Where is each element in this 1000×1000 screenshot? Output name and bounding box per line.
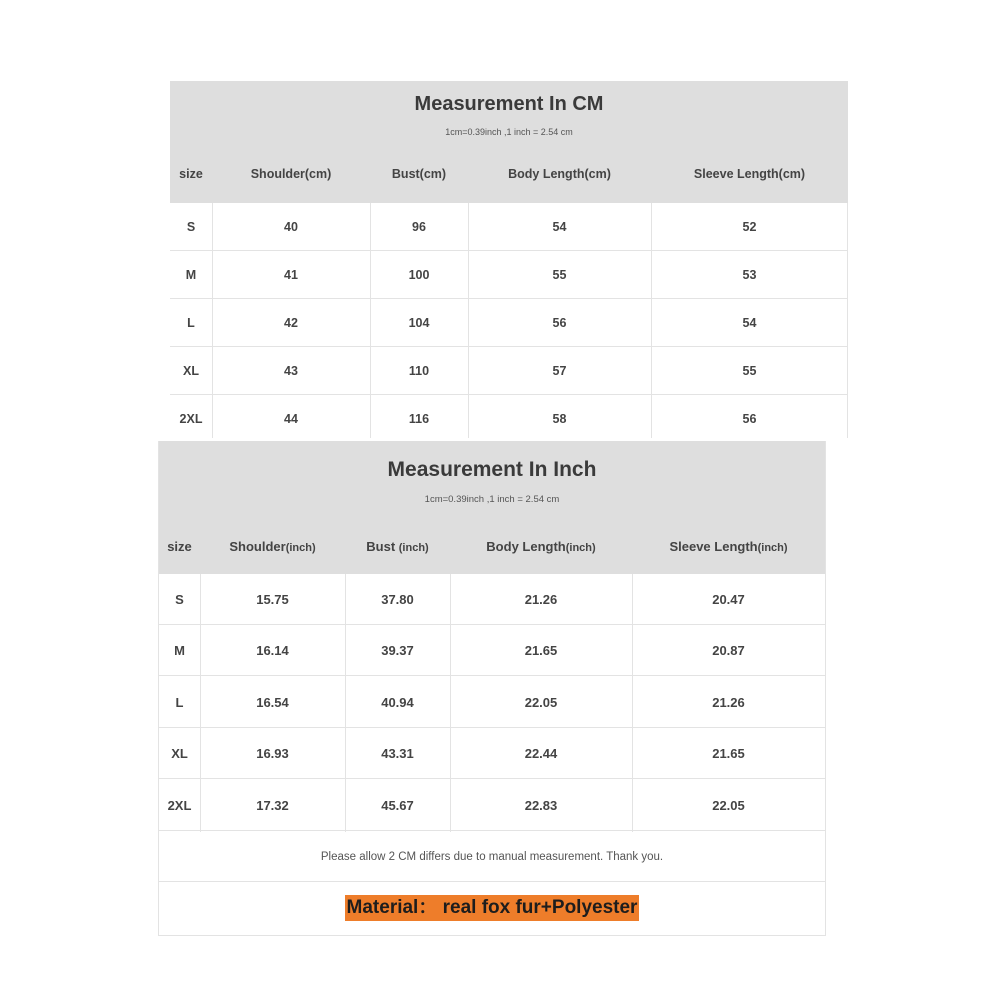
cm-col-size: size [179, 167, 203, 181]
bust-cell: 110 [408, 364, 430, 378]
shoulder-cell: 40 [284, 220, 298, 234]
sleeve-length-cell: 20.87 [712, 643, 745, 658]
table-row [159, 574, 825, 625]
shoulder-cell: 44 [284, 412, 298, 426]
size-cell: S [175, 592, 184, 607]
inch-conversion-note: 1cm=0.39inch ,1 inch = 2.54 cm [424, 494, 560, 505]
size-cell: L [175, 695, 184, 710]
body-length-cell: 57 [552, 364, 567, 378]
sleeve-length-cell: 52 [742, 220, 757, 234]
inch-column-headers [159, 539, 825, 561]
bust-cell: 116 [408, 412, 430, 426]
bust-cell: 104 [408, 316, 430, 330]
size-cell: 2XL [179, 412, 203, 426]
shoulder-cell: 17.32 [256, 798, 289, 813]
size-cell: XL [171, 746, 188, 761]
inch-col-sleeve-length [632, 539, 825, 554]
inch-col-sleeve-length-label: Sleeve Length [669, 539, 758, 554]
size-cell: L [187, 316, 195, 330]
inch-col-shoulder-unit: (inch) [285, 542, 316, 554]
cm-col-sleeve-length: Sleeve Length(cm) [693, 167, 806, 181]
body-length-cell: 56 [552, 316, 567, 330]
table-row [170, 251, 848, 299]
body-length-cell: 54 [552, 220, 567, 234]
inch-col-bust-label: Bust [366, 539, 399, 554]
shoulder-cell: 43 [284, 364, 298, 378]
table-row [170, 299, 848, 347]
sleeve-length-cell: 21.26 [712, 695, 745, 710]
body-length-cell: 21.26 [524, 592, 558, 607]
inch-col-bust-unit: (inch) [398, 542, 429, 554]
inch-table-header [159, 441, 825, 574]
sleeve-length-cell: 55 [742, 364, 757, 378]
shoulder-cell: 16.14 [256, 643, 289, 658]
table-row [170, 347, 848, 395]
bust-cell: 96 [412, 220, 426, 234]
inch-col-size [159, 539, 200, 554]
body-length-cell: 58 [552, 412, 567, 426]
inch-col-sleeve-length-unit: (inch) [757, 542, 788, 554]
bust-cell: 40.94 [381, 695, 414, 710]
material-label: Material： real fox fur+Polyester [345, 895, 640, 921]
table-row [159, 625, 825, 676]
inch-col-body-length [450, 539, 632, 554]
material-line [159, 882, 825, 934]
sleeve-length-cell: 22.05 [712, 798, 745, 813]
bust-cell: 45.67 [381, 798, 414, 813]
sleeve-length-cell: 21.65 [712, 746, 745, 761]
cm-col-shoulder: Shoulder(cm) [250, 167, 332, 181]
inch-col-body-length-label: Body Length [486, 539, 566, 554]
shoulder-cell: 16.54 [256, 695, 289, 710]
bust-cell: 37.80 [381, 592, 414, 607]
sleeve-length-cell: 54 [742, 316, 757, 330]
cm-table-title: Measurement In CM [414, 93, 604, 115]
sleeve-length-cell: 56 [742, 412, 757, 426]
table-row [159, 728, 825, 779]
table-row [159, 780, 825, 831]
cm-size-table [170, 81, 848, 438]
size-cell: 2XL [167, 798, 192, 813]
sleeve-length-cell: 53 [742, 268, 757, 282]
sleeve-length-cell: 20.47 [712, 592, 745, 607]
table-row [170, 395, 848, 438]
shoulder-cell: 15.75 [256, 592, 289, 607]
inch-col-body-length-unit: (inch) [565, 542, 596, 554]
size-cell: S [186, 220, 196, 234]
inch-col-bust [345, 539, 450, 554]
body-length-cell: 21.65 [524, 643, 558, 658]
size-cell: M [185, 268, 197, 282]
cm-col-body-length: Body Length(cm) [508, 167, 611, 181]
cm-column-headers [170, 167, 848, 189]
body-length-cell: 22.83 [524, 798, 558, 813]
bust-cell: 43.31 [381, 746, 414, 761]
inch-size-table [158, 441, 826, 936]
cm-table-header [170, 81, 848, 203]
inch-table-title: Measurement In Inch [387, 458, 597, 481]
cm-col-bust: Bust(cm) [391, 167, 447, 181]
bust-cell: 39.37 [381, 643, 414, 658]
table-row [170, 203, 848, 251]
cm-conversion-note: 1cm=0.39inch ,1 inch = 2.54 cm [445, 127, 573, 137]
inch-col-size-label: size [167, 539, 192, 554]
body-length-cell: 55 [552, 268, 567, 282]
shoulder-cell: 41 [284, 268, 298, 282]
measurement-disclaimer: Please allow 2 CM differs due to manual measurement. Thank you. [159, 832, 825, 882]
body-length-cell: 22.44 [524, 746, 558, 761]
inch-col-shoulder-label: Shoulder [229, 539, 286, 554]
shoulder-cell: 42 [284, 316, 298, 330]
body-length-cell: 22.05 [524, 695, 558, 710]
size-cell: XL [183, 364, 199, 378]
bust-cell: 100 [408, 268, 430, 282]
inch-col-shoulder [200, 539, 345, 554]
shoulder-cell: 16.93 [256, 746, 289, 761]
table-row [159, 677, 825, 728]
size-cell: M [174, 643, 185, 658]
